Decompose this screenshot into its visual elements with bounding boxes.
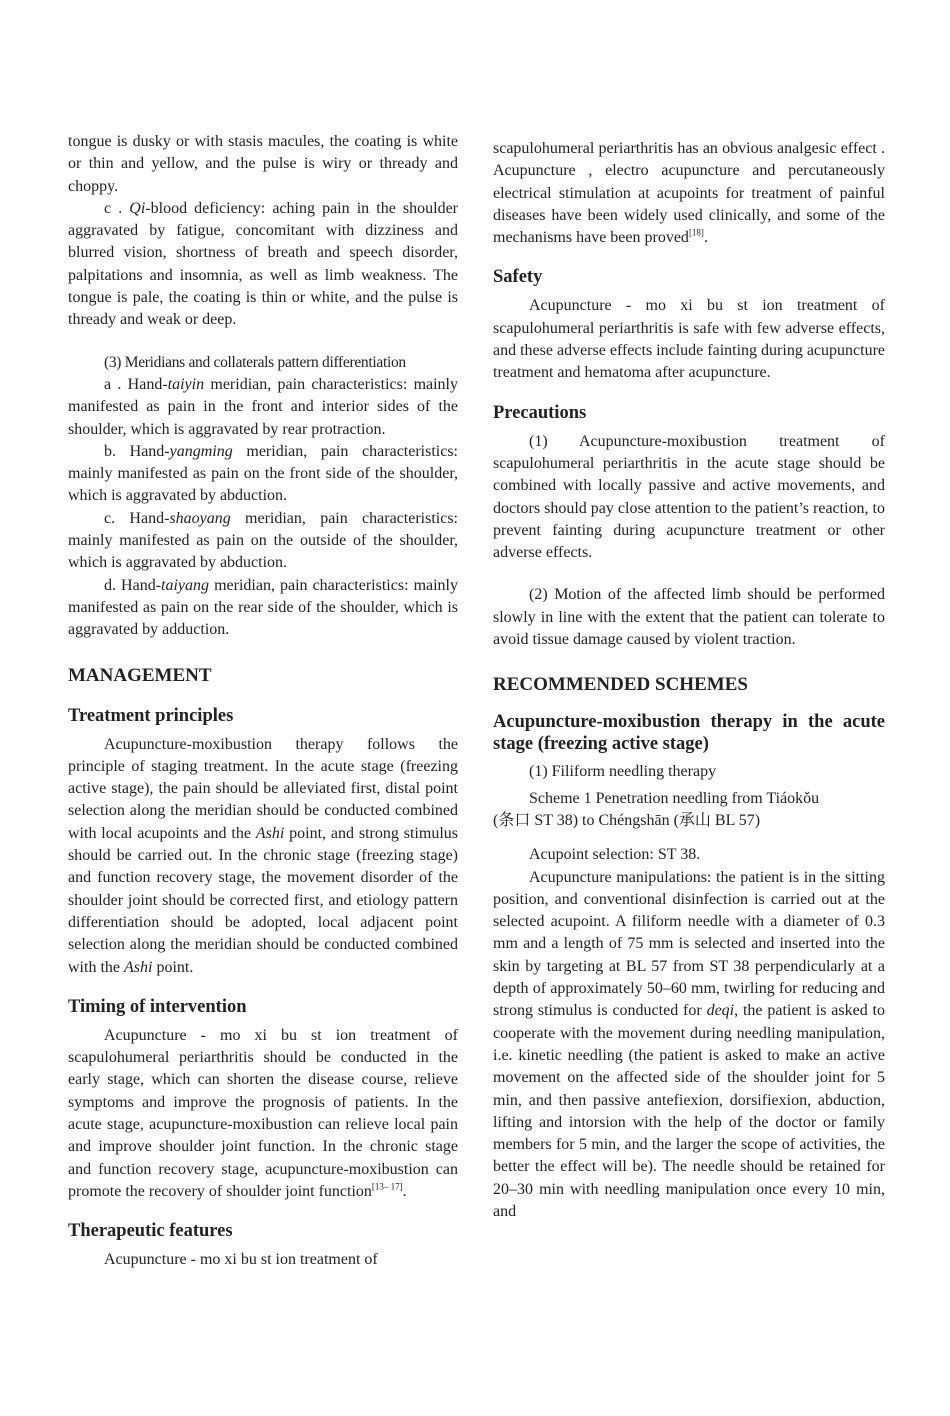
safety-heading: Safety — [493, 267, 543, 288]
precaution-2: (2) Motion of the affected limb should be performed slowly in line with the extent that the patient can tolerate to avoid tissue damage caused by violent traction. — [493, 586, 885, 649]
paragraph-timing: Acupuncture - mo xi bu st ion treatment of scapulohumeral periarthritis should be conducted in the early stage, which can shorten the disease course, relieve symptoms and improve the prognosis of patients. In the acute stage, acupuncture-moxibustion can relieve local pain and improve shoulder joint function. In the chronic stage and function recovery stage, acupuncture-moxibustion can promote the recovery of shoulder joint function[13– 17]. — [68, 1026, 458, 1200]
filiform-subheading: (1) Filiform needling therapy — [529, 763, 717, 781]
paragraph-analgesic: scapulohumeral periarthritis has an obvious analgesic effect . Acupuncture , electro acupuncture and percutaneously electrical stimulation at acupoints for treatment of painful diseases have been widely used clinically, and some of the mechanisms have been proved[18]. — [493, 140, 885, 247]
list-item-d: d. Hand-taiyang meridian, pain characteristics: mainly manifested as pain on the rear side of the shoulder, which is aggravated by adduction. — [68, 576, 459, 639]
acute-stage-heading: Acupuncture-moxibustion therapy in the acute stage (freezing active stage) — [493, 712, 885, 755]
paragraph-therapeutic: Acupuncture - mo xi bu st ion treatment of — [104, 1251, 378, 1269]
recommended-schemes-heading: RECOMMENDED SCHEMES — [493, 674, 748, 696]
paragraph-qi-blood: c . Qi-blood deficiency: aching pain in the shoulder aggravated by fatigue, concomitant with dizziness and blurred vision, shortness of breath and speech disorder, palpitations and insomnia, as well as limb weakness. The tongue is pale, the coating is thin or white, and the pulse is thready and weak or deep. — [68, 199, 458, 329]
management-heading: MANAGEMENT — [68, 664, 212, 686]
right-column — [493, 138, 885, 1223]
paragraph-safety: Acupuncture - mo xi bu st ion treatment of scapulohumeral periarthritis is safe with few adverse effects, and these adverse effects include fainting during acupuncture treatment and hematoma after acupuncture. — [493, 297, 885, 382]
list-item-b: b. Hand-yangming meridian, pain characteristics: mainly manifested as pain on the front side of the shoulder, which is aggravated by abduction. — [68, 442, 459, 505]
precautions-heading: Precautions — [493, 402, 587, 423]
precaution-1: (1) Acupuncture-moxibustion treatment of scapulohumeral periarthritis in the acute stage should be combined with locally passive and active movements, and doctors should pay close attention to the patient’s reaction, to prevent fainting during acupuncture treatment or other adverse effects. — [493, 432, 885, 562]
meridians-subheading: (3) Meridians and collaterals pattern differentiation — [104, 353, 406, 371]
scheme-1-title: Scheme 1 Penetration needling from Tiáokǒu — [529, 789, 820, 807]
paragraph-tongue: tongue is dusky or with stasis macules, the coating is white or thin and yellow, and the pulse is wiry or thready and choppy. — [68, 133, 458, 195]
citation: [13– 17] — [371, 1181, 403, 1192]
left-column — [68, 131, 458, 1271]
acupoint-selection: Acupoint selection: ST 38. — [529, 846, 701, 864]
paragraph-treatment: Acupuncture-moxibustion therapy follows the principle of staging treatment. In the acute stage (freezing active stage), the pain should be alleviated first, distal point selection along the meridian should be conducted combined with local acupoints and the Ashi point, and strong stimulus should be carried out. In the chronic stage (freezing stage) and function recovery stage, the movement disorder of the shoulder joint should be corrected first, and etiology pattern differentiation should be adopted, local adjacent point selection along the meridian should be conducted combined with the Ashi point. — [68, 735, 458, 976]
paragraph-manipulations: Acupuncture manipulations: the patient is in the sitting position, and conventional disinfection is carried out at the selected acupoint. A filiform needle with a diameter of 0.3 mm and a length of 75 mm is selected and inserted into the skin by targeting at BL 57 from ST 38 perpendicularly at a depth of approximately 50–60 mm, twirling for reducing and strong stimulus is conducted for deqi, the patient is asked to cooperate with the movement during needling manipulation, i.e. kinetic needling (the patient is asked to make an active movement on the affected side of the shoulder joint for 5 min, and then passive antefiexion, dorsifiexion, abduction, lifting and intorsion with the help of the doctor or family members for 5 min, and the larger the scope of activities, the better the effect will be). The needle should be retained for 20–30 min with needling manipulation once every 10 min, and — [493, 868, 885, 1220]
timing-heading: Timing of intervention — [68, 996, 247, 1017]
list-item-a: a . Hand-taiyin meridian, pain characteristics: mainly manifested as pain in the front and interior sides of the shoulder, which is aggravated by rear protraction. — [68, 375, 459, 438]
list-item-c: c. Hand-shaoyang meridian, pain characteristics: mainly manifested as pain on the outside of the shoulder, which is aggravated by abduction. — [68, 509, 458, 572]
citation: [18] — [688, 227, 704, 238]
scheme-1-title-cont: (条口 ST 38) to Chéngshān (承山 BL 57) — [493, 811, 761, 829]
treatment-principles-heading: Treatment principles — [68, 705, 234, 726]
therapeutic-heading: Therapeutic features — [68, 1221, 233, 1242]
